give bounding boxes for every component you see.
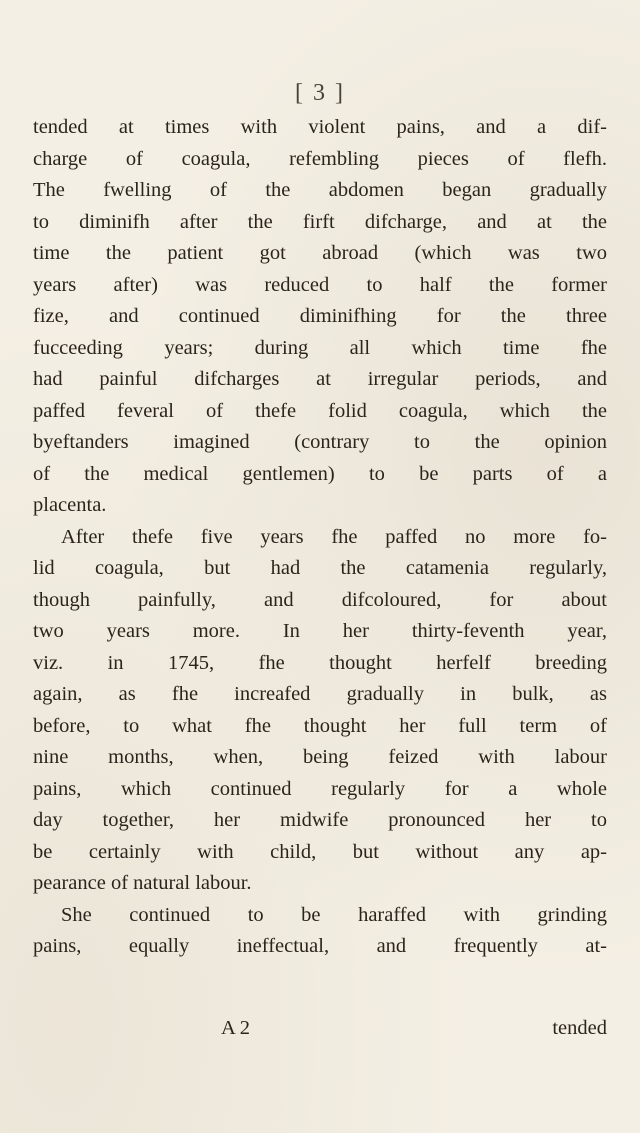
text-line: byeftanders imagined (contrary to the opinion xyxy=(33,431,607,453)
text-line: charge of coagula, refembling pieces of flefh. xyxy=(33,147,607,170)
text-line: nine months, when, being feized with labour xyxy=(33,746,607,768)
text-line: had painful difcharges at irregular periods, and xyxy=(33,368,607,390)
page-number-header: [ 3 ] xyxy=(295,80,345,106)
text-line: She continued to be haraffed with grinding xyxy=(61,903,607,926)
text-line: again, as fhe increafed gradually in bulk, as xyxy=(33,683,607,705)
body-text xyxy=(33,112,607,963)
text-line: though painfully, and difcoloured, for about xyxy=(33,588,607,611)
text-line: lid coagula, but had the catamenia regularly, xyxy=(33,557,607,579)
text-line: tended at times with violent pains, and a dif- xyxy=(33,116,607,138)
text-line: fucceeding years; during all which time fhe xyxy=(33,336,607,359)
text-line: paffed feveral of thefe folid coagula, which the xyxy=(33,399,607,422)
text-line: be certainly with child, but without any ap- xyxy=(33,840,607,863)
text-line: to diminifh after the firft difcharge, and at the xyxy=(33,210,607,233)
text-line: The fwelling of the abdomen began gradually xyxy=(33,179,607,201)
text-line: two years more. In her thirty-feventh year, xyxy=(33,620,607,642)
page-footer xyxy=(33,1017,607,1049)
text-line: years after) was reduced to half the former xyxy=(33,273,607,296)
text-line: placenta. xyxy=(33,494,107,516)
text-line: pains, equally ineffectual, and frequently at- xyxy=(33,935,607,957)
text-line: day together, her midwife pronounced her to xyxy=(33,809,607,831)
text-line: time the patient got abroad (which was two xyxy=(33,242,607,264)
text-line: pains, which continued regularly for a whole xyxy=(33,777,607,800)
signature-mark: A 2 xyxy=(221,1017,251,1039)
text-line: viz. in 1745, fhe thought herfelf breeding xyxy=(33,651,607,674)
catchword: tended xyxy=(552,1017,607,1039)
text-line: before, to what fhe thought her full term of xyxy=(33,714,607,737)
text-line: fize, and continued diminifhing for the three xyxy=(33,305,607,327)
text-line: After thefe five years fhe paffed no more fo- xyxy=(61,525,607,548)
text-line: pearance of natural labour. xyxy=(33,872,252,894)
text-line: of the medical gentlemen) to be parts of a xyxy=(33,462,607,485)
